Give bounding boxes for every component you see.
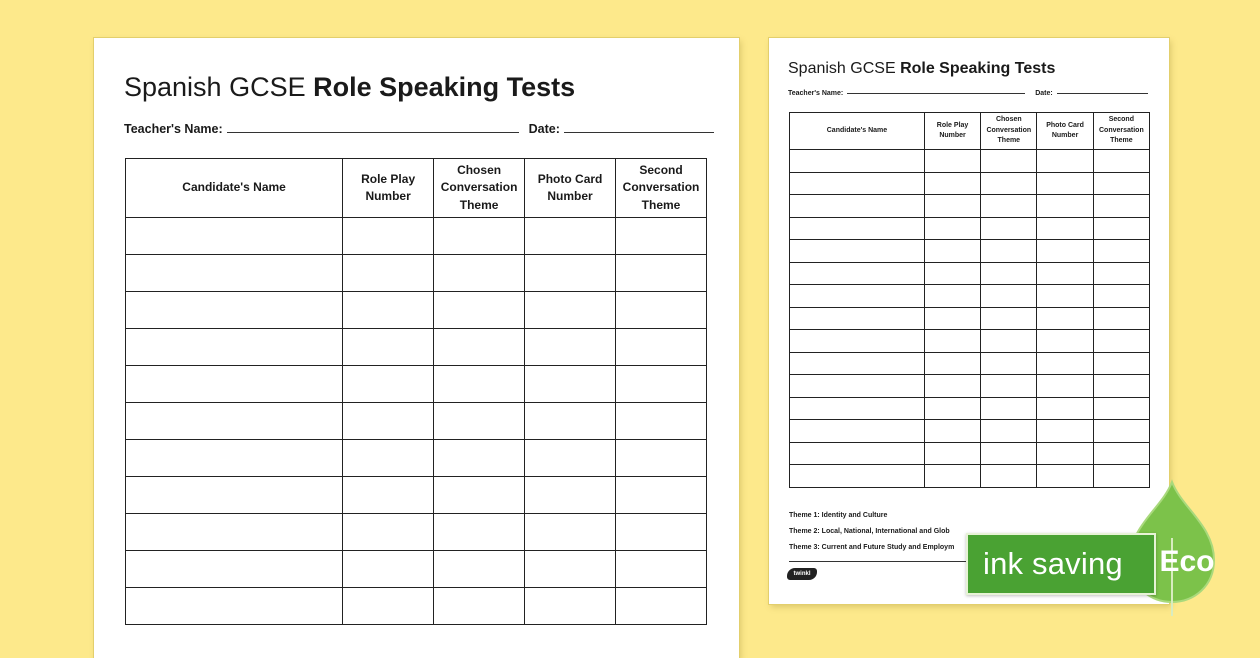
twinkl-logo: twinkl	[787, 568, 817, 580]
table-cell	[924, 195, 980, 218]
table-cell	[1037, 240, 1093, 263]
teacher-name-line	[227, 131, 519, 133]
table-cell	[981, 307, 1037, 330]
title-bold: Role Speaking Tests	[900, 60, 1056, 77]
table-cell	[924, 262, 980, 285]
table-row	[790, 285, 1150, 308]
column-header: Second Conversation Theme	[1093, 113, 1149, 150]
ink-saving-badge: ink saving	[966, 533, 1156, 595]
table-row	[126, 329, 707, 366]
table-cell	[790, 352, 925, 375]
table-cell	[525, 255, 616, 292]
table-cell	[343, 551, 434, 588]
table-row	[126, 403, 707, 440]
table-cell	[790, 465, 925, 488]
table-cell	[434, 366, 525, 403]
theme-item: Theme 2: Local, National, International and Glob	[789, 528, 950, 535]
table-cell	[434, 329, 525, 366]
table-cell	[126, 588, 343, 625]
table-cell	[1037, 307, 1093, 330]
worksheet-title	[788, 60, 1055, 78]
table-cell	[126, 514, 343, 551]
table-cell	[981, 420, 1037, 443]
table-cell	[434, 292, 525, 329]
table-cell	[1037, 420, 1093, 443]
column-header: Role Play Number	[343, 159, 434, 218]
table-cell	[1093, 307, 1149, 330]
eco-label: Eco	[1159, 545, 1215, 578]
table-cell	[790, 172, 925, 195]
table-row	[126, 588, 707, 625]
table-cell	[981, 217, 1037, 240]
table-cell	[790, 442, 925, 465]
table-cell	[924, 375, 980, 398]
title-light: Spanish GCSE	[124, 72, 306, 102]
table-cell	[525, 440, 616, 477]
table-cell	[790, 330, 925, 353]
table-cell	[434, 588, 525, 625]
table-cell	[924, 352, 980, 375]
table-cell	[434, 551, 525, 588]
table-cell	[924, 240, 980, 263]
table-cell	[434, 477, 525, 514]
table-cell	[1037, 172, 1093, 195]
table-cell	[790, 195, 925, 218]
table-cell	[924, 397, 980, 420]
table-cell	[924, 307, 980, 330]
table-cell	[924, 172, 980, 195]
teacher-name-line	[847, 92, 1025, 94]
table-row	[126, 366, 707, 403]
table-cell	[343, 292, 434, 329]
candidate-table	[125, 158, 707, 625]
table-cell	[1037, 150, 1093, 173]
teacher-name-label: Teacher's Name:	[124, 122, 223, 136]
table-cell	[1037, 262, 1093, 285]
table-cell	[1093, 150, 1149, 173]
table-cell	[343, 477, 434, 514]
table-cell	[1037, 195, 1093, 218]
table-cell	[525, 218, 616, 255]
worksheet-title	[124, 72, 575, 103]
table-cell	[616, 329, 707, 366]
table-cell	[525, 477, 616, 514]
date-line	[564, 131, 714, 133]
table-row	[790, 262, 1150, 285]
worksheet-preview-large	[94, 38, 739, 658]
table-cell	[343, 514, 434, 551]
teacher-date-fields	[788, 90, 1148, 97]
table-cell	[790, 397, 925, 420]
table-cell	[434, 255, 525, 292]
table-cell	[525, 588, 616, 625]
table-cell	[1093, 352, 1149, 375]
table-cell	[1037, 217, 1093, 240]
table-cell	[616, 292, 707, 329]
table-cell	[1037, 397, 1093, 420]
table-cell	[981, 285, 1037, 308]
table-row	[790, 352, 1150, 375]
table-cell	[1093, 262, 1149, 285]
table-cell	[616, 218, 707, 255]
table-row	[790, 420, 1150, 443]
table-cell	[343, 218, 434, 255]
table-row	[790, 375, 1150, 398]
table-row	[126, 255, 707, 292]
table-cell	[1093, 217, 1149, 240]
table-cell	[525, 366, 616, 403]
table-cell	[616, 255, 707, 292]
table-row	[126, 292, 707, 329]
teacher-name-label: Teacher's Name:	[788, 90, 844, 97]
table-cell	[790, 375, 925, 398]
table-cell	[525, 514, 616, 551]
table-cell	[981, 195, 1037, 218]
table-row	[790, 172, 1150, 195]
table-cell	[924, 420, 980, 443]
table-cell	[1037, 352, 1093, 375]
table-cell	[981, 442, 1037, 465]
table-cell	[981, 150, 1037, 173]
table-cell	[1093, 330, 1149, 353]
theme-item: Theme 3: Current and Future Study and Employm	[789, 544, 955, 551]
table-row	[126, 477, 707, 514]
table-cell	[434, 514, 525, 551]
column-header: Chosen Conversation Theme	[434, 159, 525, 218]
table-cell	[343, 255, 434, 292]
table-cell	[981, 172, 1037, 195]
table-cell	[790, 307, 925, 330]
table-cell	[1037, 442, 1093, 465]
table-cell	[343, 403, 434, 440]
table-row	[126, 440, 707, 477]
column-header: Candidate's Name	[126, 159, 343, 218]
table-cell	[525, 329, 616, 366]
table-row	[126, 551, 707, 588]
table-cell	[790, 420, 925, 443]
table-cell	[343, 440, 434, 477]
column-header: Photo Card Number	[1037, 113, 1093, 150]
teacher-date-fields	[124, 122, 714, 136]
table-cell	[1093, 442, 1149, 465]
table-cell	[981, 397, 1037, 420]
table-cell	[126, 218, 343, 255]
table-cell	[924, 150, 980, 173]
table-cell	[126, 366, 343, 403]
table-cell	[126, 255, 343, 292]
table-cell	[981, 330, 1037, 353]
table-cell	[924, 442, 980, 465]
table-cell	[1037, 330, 1093, 353]
table-cell	[1093, 172, 1149, 195]
table-cell	[616, 477, 707, 514]
table-cell	[790, 217, 925, 240]
column-header: Chosen Conversation Theme	[981, 113, 1037, 150]
table-cell	[924, 465, 980, 488]
table-cell	[616, 403, 707, 440]
table-cell	[1037, 465, 1093, 488]
worksheet-preview-small	[769, 38, 1169, 604]
table-cell	[616, 514, 707, 551]
table-cell	[525, 551, 616, 588]
theme-item: Theme 1: Identity and Culture	[789, 512, 888, 519]
table-cell	[343, 588, 434, 625]
table-row	[790, 217, 1150, 240]
date-label: Date:	[1035, 90, 1053, 97]
table-row	[126, 218, 707, 255]
table-cell	[434, 403, 525, 440]
date-label: Date:	[528, 122, 560, 136]
table-row	[790, 195, 1150, 218]
table-cell	[126, 329, 343, 366]
table-cell	[616, 551, 707, 588]
table-cell	[1093, 240, 1149, 263]
table-cell	[525, 403, 616, 440]
table-cell	[924, 285, 980, 308]
title-bold: Role Speaking Tests	[313, 72, 576, 102]
table-cell	[525, 292, 616, 329]
table-cell	[434, 440, 525, 477]
table-cell	[981, 375, 1037, 398]
table-cell	[1093, 195, 1149, 218]
table-cell	[343, 329, 434, 366]
column-header: Role Play Number	[924, 113, 980, 150]
table-row	[790, 397, 1150, 420]
table-row	[790, 150, 1150, 173]
table-cell	[616, 440, 707, 477]
table-cell	[126, 403, 343, 440]
table-row	[126, 514, 707, 551]
table-cell	[126, 292, 343, 329]
table-cell	[790, 150, 925, 173]
table-cell	[790, 262, 925, 285]
table-cell	[790, 240, 925, 263]
table-cell	[981, 465, 1037, 488]
table-body	[790, 150, 1150, 488]
table-row	[790, 307, 1150, 330]
table-header-row	[126, 159, 707, 218]
table-cell	[790, 285, 925, 308]
table-cell	[126, 440, 343, 477]
table-cell	[1093, 397, 1149, 420]
table-cell	[126, 477, 343, 514]
table-cell	[1093, 375, 1149, 398]
table-cell	[1093, 285, 1149, 308]
table-cell	[343, 366, 434, 403]
date-line	[1057, 92, 1148, 94]
table-cell	[126, 551, 343, 588]
table-cell	[981, 240, 1037, 263]
table-cell	[981, 352, 1037, 375]
table-row	[790, 330, 1150, 353]
table-cell	[434, 218, 525, 255]
candidate-table	[789, 112, 1150, 488]
table-cell	[924, 217, 980, 240]
table-cell	[616, 366, 707, 403]
column-header: Second Conversation Theme	[616, 159, 707, 218]
table-row	[790, 442, 1150, 465]
table-cell	[1037, 375, 1093, 398]
column-header: Candidate's Name	[790, 113, 925, 150]
theme-list	[789, 512, 954, 560]
column-header: Photo Card Number	[525, 159, 616, 218]
table-cell	[1093, 420, 1149, 443]
table-row	[790, 465, 1150, 488]
table-header-row	[790, 113, 1150, 150]
table-cell	[616, 588, 707, 625]
table-cell	[924, 330, 980, 353]
table-body	[126, 218, 707, 625]
title-light: Spanish GCSE	[788, 60, 896, 77]
table-cell	[981, 262, 1037, 285]
table-row	[790, 240, 1150, 263]
table-cell	[1037, 285, 1093, 308]
